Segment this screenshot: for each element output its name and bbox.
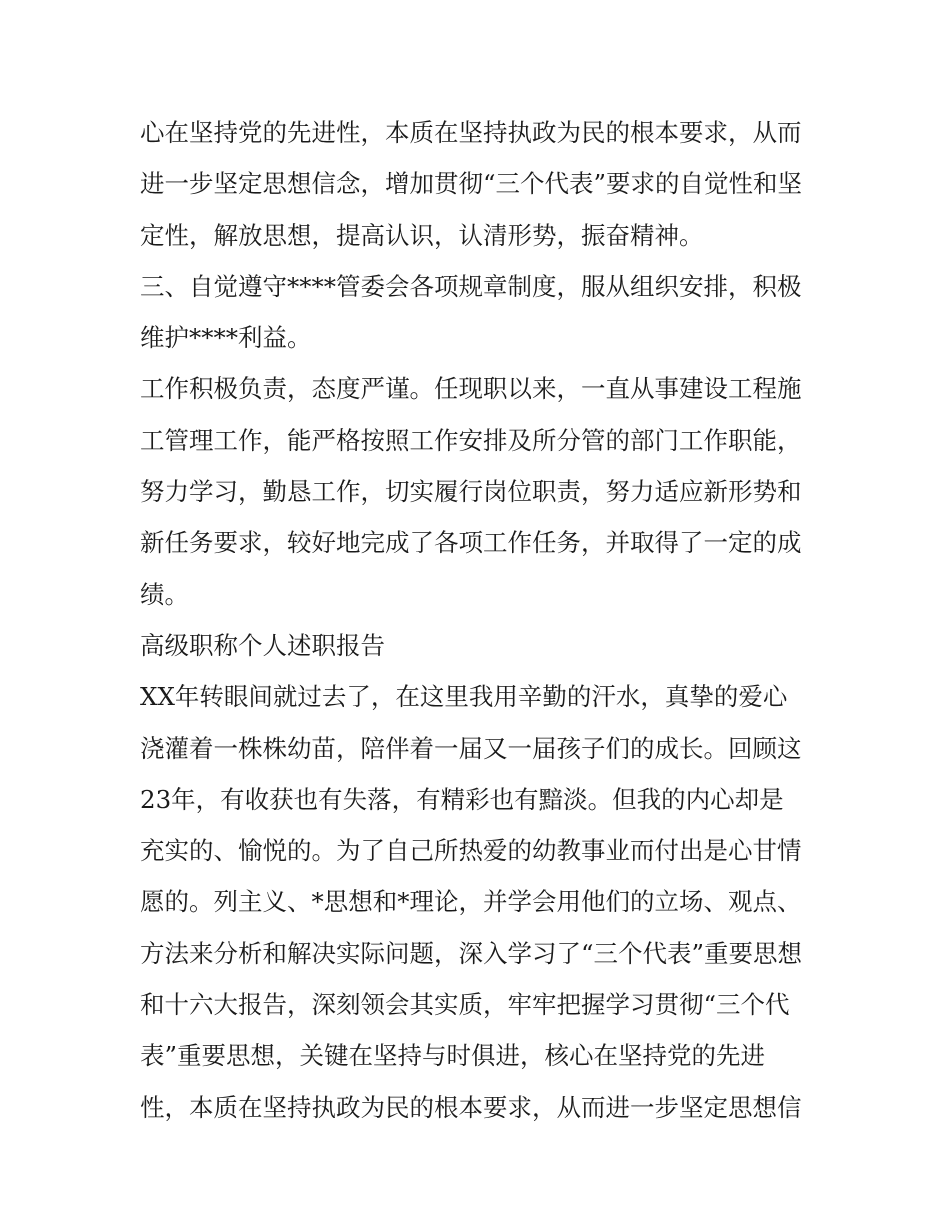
text-line: 23年，有收获也有失落，有精彩也有黯淡。但我的内心却是 <box>140 784 784 814</box>
text-line: 表”重要思想，关键在坚持与时俱进，核心在坚持党的先进 <box>140 1041 766 1071</box>
text-line: 维护****利益。 <box>140 323 312 353</box>
text-line: 充实的、愉悦的。为了自己所热爱的幼教事业而付出是心甘情 <box>140 836 802 866</box>
text-line: 心在坚持党的先进性，本质在坚持执政为民的根本要求，从而 <box>140 118 802 147</box>
document-body <box>140 107 820 1133</box>
text-line: 绩。 <box>140 579 189 609</box>
text-line: 努力学习，勤恳工作，切实履行岗位职责，努力适应新形势和 <box>140 477 802 507</box>
text-line: 和十六大报告，深刻领会其实质，牢牢把握学习贯彻“三个代 <box>140 990 790 1020</box>
text-line: 浇灌着一株株幼苗，陪伴着一届又一届孩子们的成长。回顾这 <box>140 733 802 763</box>
text-line: 新任务要求，较好地完成了各项工作任务，并取得了一定的成 <box>140 528 802 558</box>
text-line: 工管理工作，能严格按照工作安排及所分管的部门工作职能， <box>140 425 802 455</box>
text-line: 工作积极负责，态度严谨。任现职以来，一直从事建设工程施 <box>140 374 802 404</box>
text-line: 愿的。列主义、*思想和*理论，并学会用他们的立场、观点、 <box>140 887 802 917</box>
section-heading-line: 三、自觉遵守****管委会各项规章制度，服从组织安排，积极 <box>140 271 802 301</box>
text-line: 性，本质在坚持执政为民的根本要求，从而进一步坚定思想信 <box>140 1092 802 1122</box>
report-title: 高级职称个人述职报告 <box>140 630 385 660</box>
text-line: 进一步坚定思想信念，增加贯彻“三个代表”要求的自觉性和坚 <box>140 169 803 199</box>
text-line: 定性，解放思想，提高认识，认清形势，振奋精神。 <box>140 220 704 250</box>
text-line: 方法来分析和解决实际问题，深入学习了“三个代表”重要思想 <box>140 938 803 968</box>
text-line: XX年转眼间就过去了，在这里我用辛勤的汗水，真挚的爱心 <box>140 682 788 712</box>
